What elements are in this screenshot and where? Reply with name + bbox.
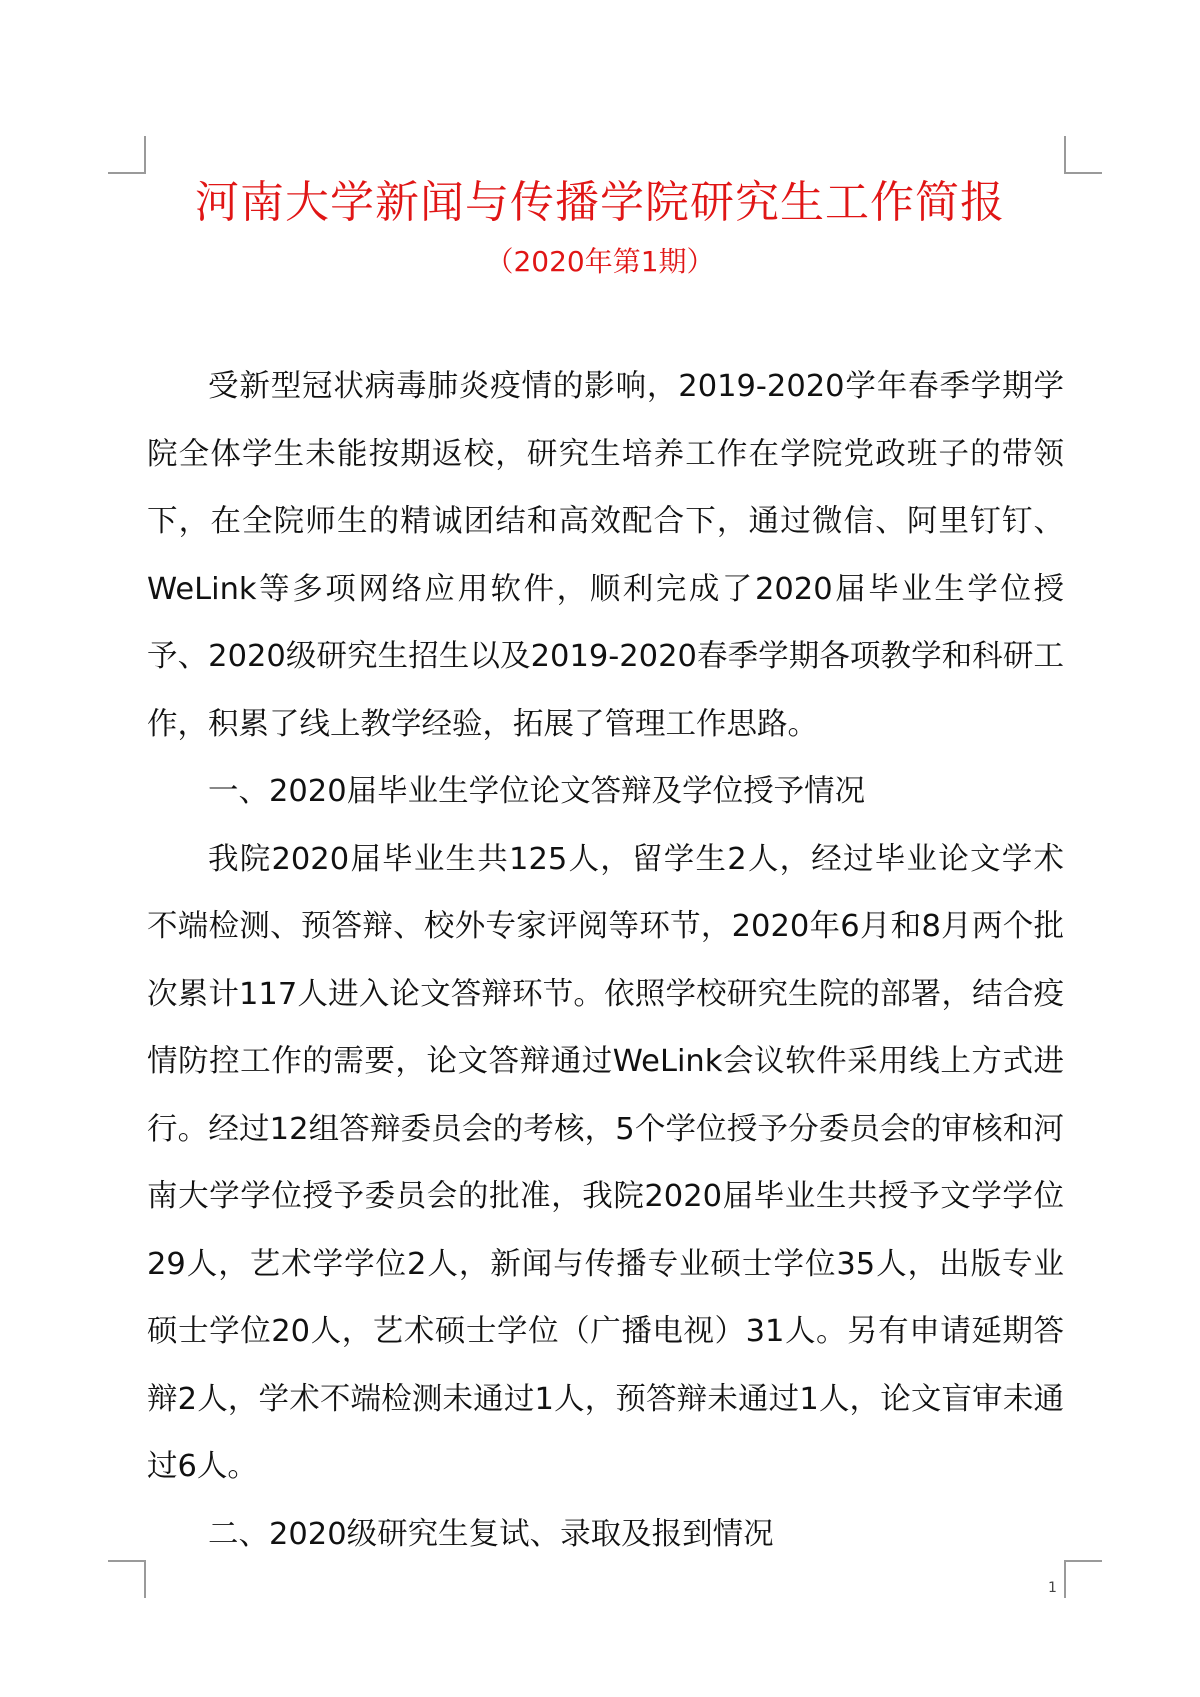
crop-mark-bottom-left bbox=[108, 1560, 146, 1598]
paragraph-section-1: 我院2020届毕业生共125人，留学生2人，经过毕业论文学术不端检测、预答辩、校外专家评阅等环节，2020年6月和8月两个批次累计117人进入论文答辩环节。依照学校研究生院的部署，结合疫情防控工作的需要，论文答辩通过WeLink会议软件采用线上方式进行。经过12组答辩委员会的考核，5个学位授予分委员会的审核和河南大学学位授予委员会的批准，我院2020届毕业生共授予文学学位29人，艺术学学位2人，新闻与传播专业硕士学位35人，出版专业硕士学位20人，艺术硕士学位（广播电视）31人。另有申请延期答辩2人，学术不端检测未通过1人，预答辩未通过1人，论文盲审未通过6人。 bbox=[147, 841, 1064, 1484]
paragraph-intro: 受新型冠状病毒肺炎疫情的影响，2019-2020学年春季学期学院全体学生未能按期返校，研究生培养工作在学院党政班子的带领下，在全院师生的精诚团结和高效配合下，通过微信、阿里钉钉、WeLink等多项网络应用软件，顺利完成了2020届毕业生学位授予、2020级研究生招生以及2019-2020春季学期各项教学和科研工作，积累了线上教学经验，拓展了管理工作思路。 bbox=[147, 369, 1064, 742]
crop-mark-top-right bbox=[1064, 136, 1102, 174]
page-number: 1 bbox=[1048, 1580, 1057, 1596]
document-body bbox=[147, 353, 1064, 1568]
section-heading-2: 二、2020级研究生复试、录取及报到情况 bbox=[208, 1516, 774, 1552]
section-heading-1: 一、2020届毕业生学位论文答辩及学位授予情况 bbox=[208, 774, 866, 809]
document-subtitle: （2020年第1期） bbox=[485, 245, 715, 278]
crop-mark-top-left bbox=[108, 136, 146, 174]
crop-mark-bottom-right bbox=[1064, 1560, 1102, 1598]
document-title: 河南大学新闻与传播学院研究生工作简报 bbox=[195, 177, 1005, 228]
